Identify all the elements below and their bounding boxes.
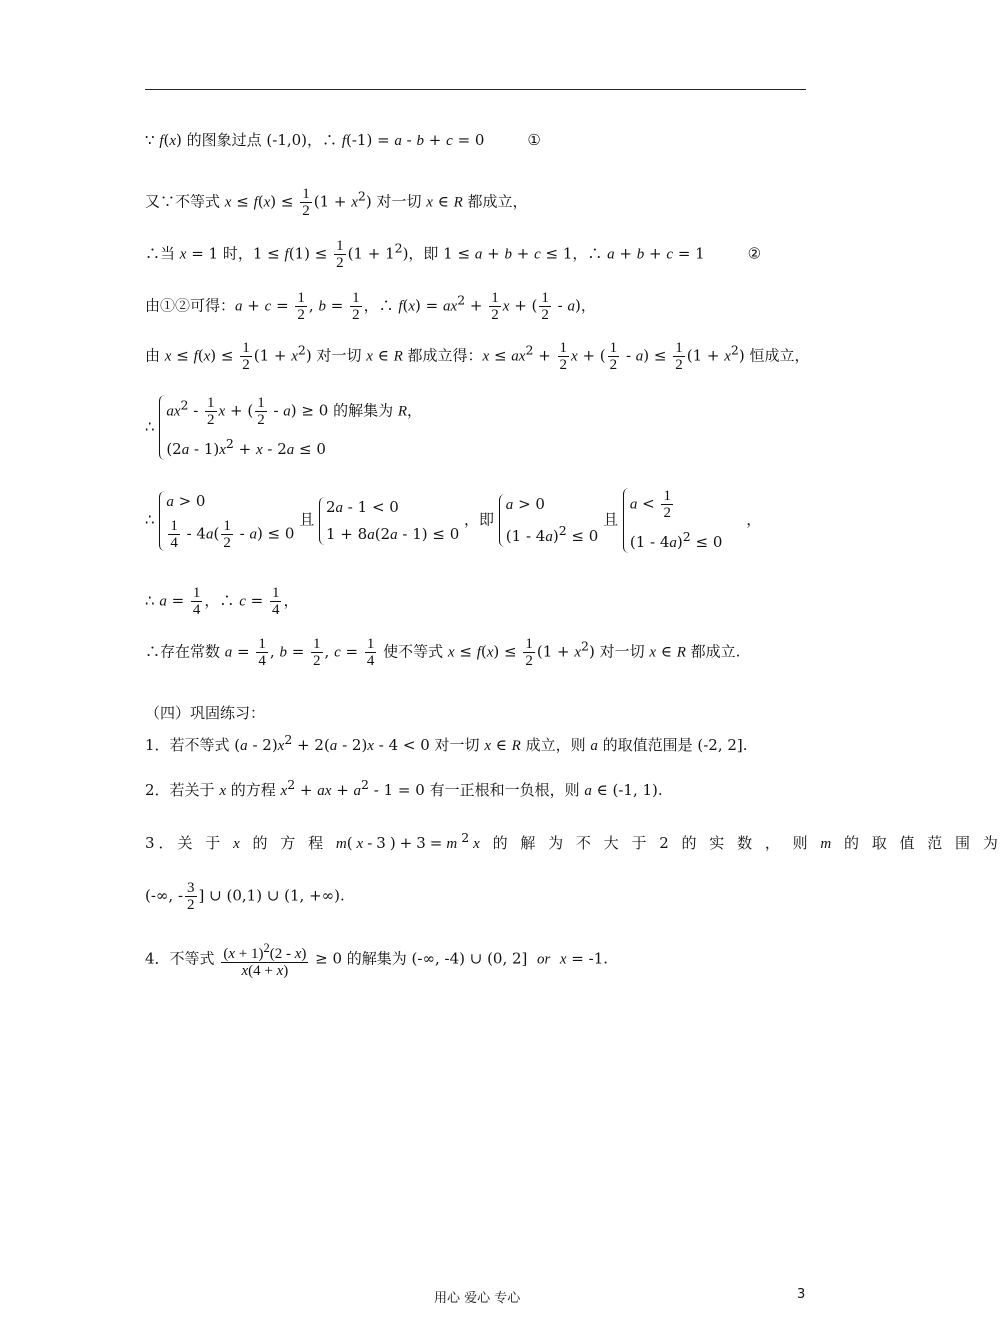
line-4: 由①②可得：a + c = $\frac{1}{2}$ , b = $\frac{1}{2}$ ，∴ $f(x) = ax^2$ + $\frac{1}{2}$ x + ( $\frac{1}{2}$ ‑ a)， [145,290,596,323]
line-5: 由 x ≤ f(x) ≤ $\frac{1}{2}$ $(1 + x^2)$ 对一切 x ∈ R 都成立得：$x \le ax^2$ + $\frac{1}{2}$ x + ( $\frac{1}{2}$ ‑ a) ≤ $\frac{1}{2}$ $(1 + x^2)$ 恒成立， [145,340,810,373]
line-8: ∴ a = $\frac{1}{4}$ ，∴ c = $\frac{1}{4}$ ， [145,585,299,618]
problem-3: 3．关 于 x 的 方 程 $m(x‑3)+3=m^2x$ 的 解 为 不 大 于 2 的 实 数 ， 则 m 的 取 值 范 围 为 [145,830,1002,852]
line-1: ∵ f(x) 的图象过点 (‑1,0)，∴ f(‑1) = a ‑ b + c = 0 ① [145,131,541,149]
page-number: 3 [797,1287,806,1302]
line-2: 又∵不等式 x ≤ f(x) ≤ $\frac{1}{2}$ $(1 + x^2)$ 对一切 x ∈ R 都成立， [145,186,528,219]
problem-1: 1．若不等式 (a ‑ $2)x^2 + 2(a$ ‑ 2)x ‑ 4 < 0 对一切 x ∈ R 成立，则 a 的取值范围是 (‑2, 2]. [145,732,748,754]
line-7: ∴ a > 0 $\frac{1}{4}$ ‑ 4a( $\frac{1}{2}$ ‑ a) ≤ 0 且 2a ‑ 1 < 0 1 + 8a(2a ‑ 1) ≤ 0 ，即 a > 0 (1 ‑ 4a)$^2$ ≤ 0 且 a < $\frac{1}{2}$ (1 ‑ 4a)$^2$ ≤ 0 ， [145,488,762,551]
problem-3-answer: (‑∞, ‑ $\frac{3}{2}$ ] ∪ (0,1) ∪ (1, +∞). [145,880,345,913]
section-heading: （四）巩固练习： [145,704,266,722]
line-6: ∴ $ax^2$ ‑ $\frac{1}{2}$ x + ( $\frac{1}{2}$ ‑ a) ≥ 0 的解集为 R， (2a ‑ $1)x^2 + x$ ‑ 2a ≤ 0 [145,395,423,458]
header-rule [145,89,806,90]
line-3: ∴当 x = 1 时，1 ≤ f(1) ≤ $\frac{1}{2}$ $(1 + 1^2)$，即 1 ≤ a + b + c ≤ 1，∴ a + b + c = 1 ② [145,238,762,271]
problem-2: 2．若关于 x 的方程 $x^2$ + ax + $a^2$ ‑ 1 = 0 有一正根和一负根，则 a ∈ (‑1, 1). [145,777,663,799]
line-9: ∴存在常数 a = $\frac{1}{4}$ , b = $\frac{1}{2}$ , c = $\frac{1}{4}$ 使不等式 x ≤ f(x) ≤ $\frac{1}{2}$ $(1 + x^2)$ 对一切 x ∈ R 都成立. [145,636,741,669]
problem-4: 4．不等式 $\frac{(x + 1)^2(2 ‑ x)}{x(4 + x)}$ ≥ 0 的解集为 (‑∞, ‑4) ∪ (0, 2] or x = ‑1. [145,941,608,979]
footer-center: 用心 爱心 专心 [434,1291,521,1306]
